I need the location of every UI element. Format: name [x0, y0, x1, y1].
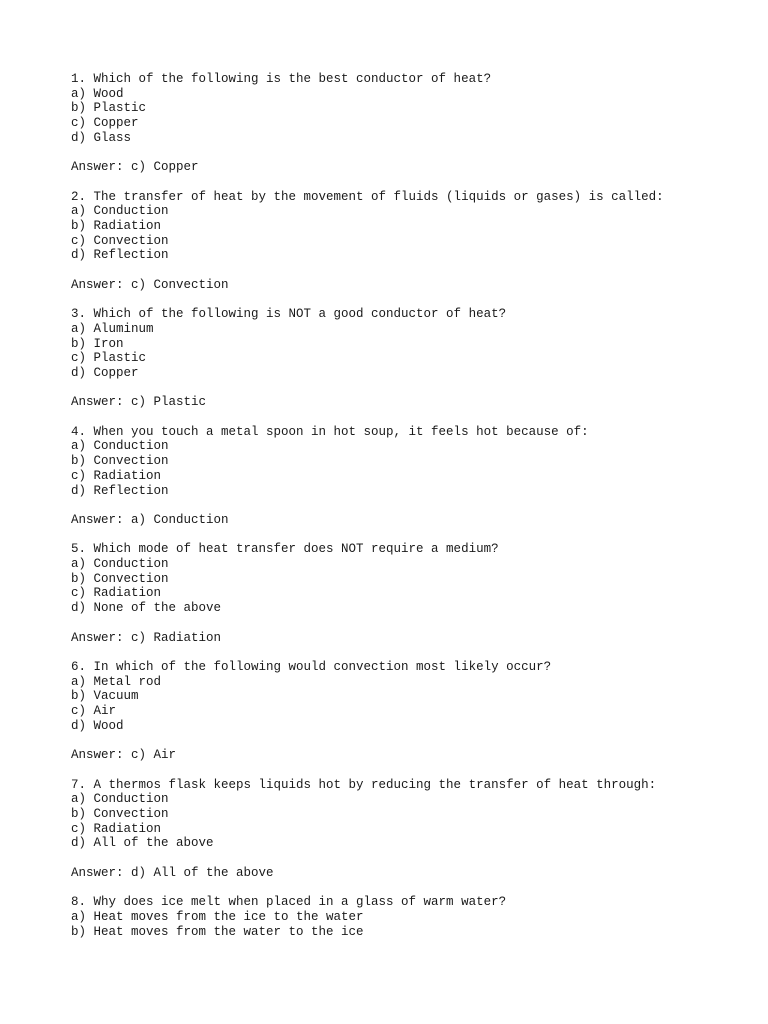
option-d: d) Copper	[71, 366, 139, 380]
answer-6: Answer: c) Air	[71, 748, 177, 763]
option-b: b) Vacuum	[71, 689, 139, 704]
option-a: a) Conduction	[71, 204, 169, 219]
answer-4: Answer: a) Conduction	[71, 512, 229, 527]
option-d: d) Reflection	[71, 248, 169, 263]
question-prompt: 1. Which of the following is the best conductor of heat?	[71, 72, 492, 86]
option-c: c) Convection	[71, 233, 169, 248]
answer-2: Answer: c) Convection	[71, 277, 229, 292]
question-prompt: 6. In which of the following would convection most likely occur?	[71, 659, 552, 674]
option-a: a) Aluminum	[71, 321, 154, 336]
question-prompt: 8. Why does ice melt when placed in a glass of warm water?	[71, 895, 507, 910]
answer-5: Answer: c) Radiation	[71, 630, 222, 645]
option-b: b) Heat moves from the water to the ice	[71, 924, 364, 939]
question-6	[71, 660, 761, 734]
option-b: b) Plastic	[71, 101, 147, 116]
option-c: c) Air	[71, 704, 117, 719]
option-a: a) Metal rod	[71, 674, 162, 689]
question-5	[71, 542, 761, 616]
option-a: a) Heat moves from the ice to the water	[71, 909, 364, 924]
option-d: d) All of the above	[71, 836, 214, 851]
answer-3: Answer: c) Plastic	[71, 395, 207, 410]
question-prompt: 4. When you touch a metal spoon in hot soup, it feels hot because of:	[71, 424, 589, 439]
option-d: d) None of the above	[71, 601, 222, 616]
answer-7: Answer: d) All of the above	[71, 865, 274, 880]
option-d: d) Glass	[71, 130, 132, 145]
option-b: b) Convection	[71, 806, 169, 821]
option-b: b) Convection	[71, 571, 169, 586]
question-8	[71, 895, 761, 939]
question-7	[71, 778, 761, 852]
option-a: a) Conduction	[71, 439, 169, 454]
question-3	[71, 307, 761, 381]
option-c: c) Plastic	[71, 351, 147, 366]
option-b: b) Iron	[71, 336, 124, 351]
option-b: b) Radiation	[71, 219, 162, 233]
option-c: c) Radiation	[71, 468, 162, 483]
option-c: c) Radiation	[71, 821, 162, 836]
question-2	[71, 190, 761, 264]
question-prompt: 7. A thermos flask keeps liquids hot by reducing the transfer of heat through:	[71, 777, 657, 792]
quiz-document	[71, 72, 761, 954]
question-prompt: 3. Which of the following is NOT a good conductor of heat?	[71, 307, 507, 322]
option-a: a) Wood	[71, 86, 124, 101]
question-4	[71, 425, 761, 499]
question-prompt: 5. Which mode of heat transfer does NOT require a medium?	[71, 542, 499, 557]
option-d: d) Reflection	[71, 483, 169, 498]
question-1	[71, 72, 761, 146]
answer-1: Answer: c) Copper	[71, 160, 199, 175]
option-b: b) Convection	[71, 454, 169, 469]
option-c: c) Radiation	[71, 586, 162, 601]
question-prompt: 2. The transfer of heat by the movement of fluids (liquids or gases) is called:	[71, 189, 664, 204]
option-a: a) Conduction	[71, 792, 169, 807]
option-a: a) Conduction	[71, 557, 169, 572]
option-d: d) Wood	[71, 718, 124, 733]
option-c: c) Copper	[71, 116, 139, 131]
